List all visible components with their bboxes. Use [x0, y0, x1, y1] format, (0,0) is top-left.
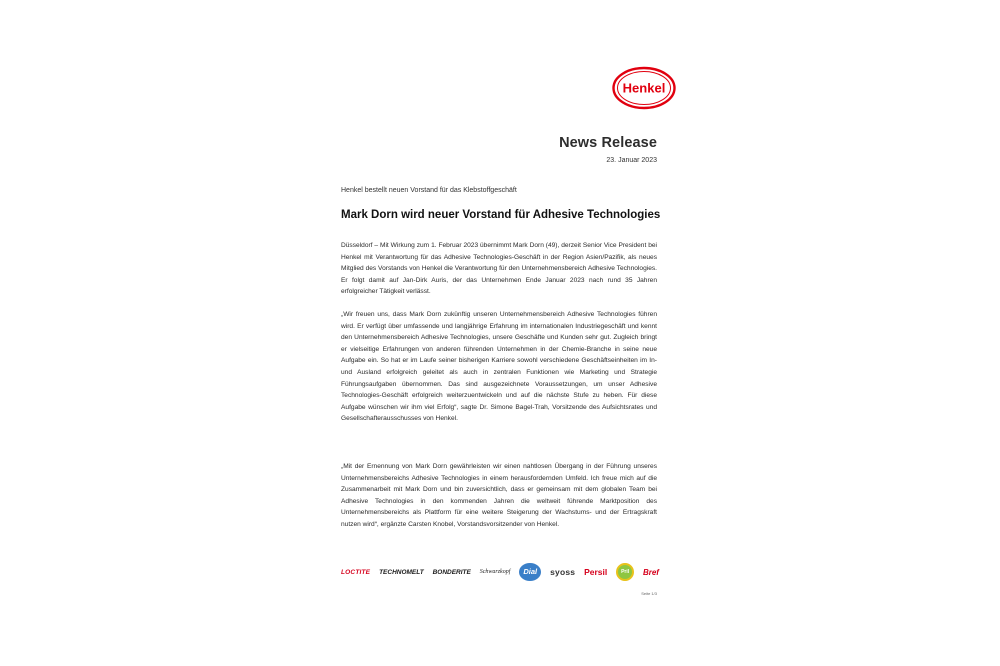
brand-loctite-logo: LOCTITE: [341, 568, 371, 576]
brand-technomelt-logo: TECHNOMELT: [379, 568, 424, 576]
brand-persil-logo: Persil: [584, 567, 608, 577]
brand-bonderite-logo: BONDERITE: [432, 568, 471, 576]
release-date: 23. Januar 2023: [606, 157, 657, 164]
henkel-logo: [612, 66, 676, 110]
brand-syoss-logo: syoss: [550, 567, 576, 577]
paragraph-3: „Mit der Ernennung von Mark Dorn gewährleisten wir einen nahtlosen Übergang in der Führung unseres Unternehmensbereichs Adhesive Technologies in einem herausfordernden Umfeld. Ich freue mich auf die Zusammenarbeit mit Mark Dorn und bin zuversichtlich, dass er gemeinsam mit dem globalen Team bei Adhesive Technologies in den kommenden Jahren die weltweit führende Marktposition des Unternehmensbereichs als Plattform für eine weitere Steigerung der Wachstums- und der Ertragskraft nutzen wird“, ergänzte Carsten Knobel, Vorstandsvorsitzender von Henkel.: [341, 463, 657, 528]
brand-dial-logo: Dial: [519, 563, 541, 581]
brand-pril-logo: Pril: [616, 563, 634, 581]
brand-logo-strip: [341, 562, 659, 582]
henkel-logo-oval: [612, 66, 676, 110]
paragraph-2: „Wir freuen uns, dass Mark Dorn zukünftig unseren Unternehmensbereich Adhesive Technologies führen wird. Er verfügt über umfassende und langjährige Erfahrung im internationalen Industriegeschäft und kennt den Unternehmensbereich Adhesive Technologies, unsere Geschäfte und Kunden sehr gut. Zugleich bringt er vielseitige Erfahrungen von anderen führenden Unternehmen in der Chemie-Branche in seine neue Aufgabe ein. So hat er im Laufe seiner bisherigen Karriere sowohl verschiedene Geschäftseinheiten im In- und Ausland erfolgreich geleitet als auch in zentralen Funktionen wie Marketing und Strategie Führungsaufgaben übernommen. Das sind ausgezeichnete Voraussetzungen, um unser Adhesive Technologies-Geschäft erfolgreich weiterzuentwickeln und auf die nächste Stufe zu heben. Für diese Aufgabe wünschen wir ihm viel Erfolg“, sagte Dr. Simone Bagel-Trah, Vorsitzende des Aufsichtsrates und Gesellschafterausschusses von Henkel.: [341, 311, 657, 423]
svg-text:Henkel: Henkel: [622, 80, 666, 96]
paragraph-1: Düsseldorf – Mit Wirkung zum 1. Februar 2023 übernimmt Mark Dorn (49), derzeit Senior Vice President bei Henkel mit Verantwortung für das Adhesive Technologies-Geschäft in der Region Asien/Pazifik, als neues Mitglied des Vorstands von Henkel die Verantwortung für den Unternehmensbereich Adhesive Technologies. Er folgt damit auf Jan-Dirk Auris, der das Unternehmen Ende Januar 2023 nach rund 35 Jahren erfolgreicher Tätigkeit verlässt.: [341, 242, 657, 296]
release-title: News Release: [559, 135, 657, 151]
brand-bref-logo: Bref: [642, 567, 659, 577]
headline: Mark Dorn wird neuer Vorstand für Adhesive Technologies: [341, 209, 661, 221]
page-number: Seite 1/3: [641, 591, 657, 596]
brand-schwarzkopf-logo: Schwarzkopf: [479, 569, 511, 575]
subtitle: Henkel bestellt neuen Vorstand für das Klebstoffgeschäft: [341, 187, 517, 194]
